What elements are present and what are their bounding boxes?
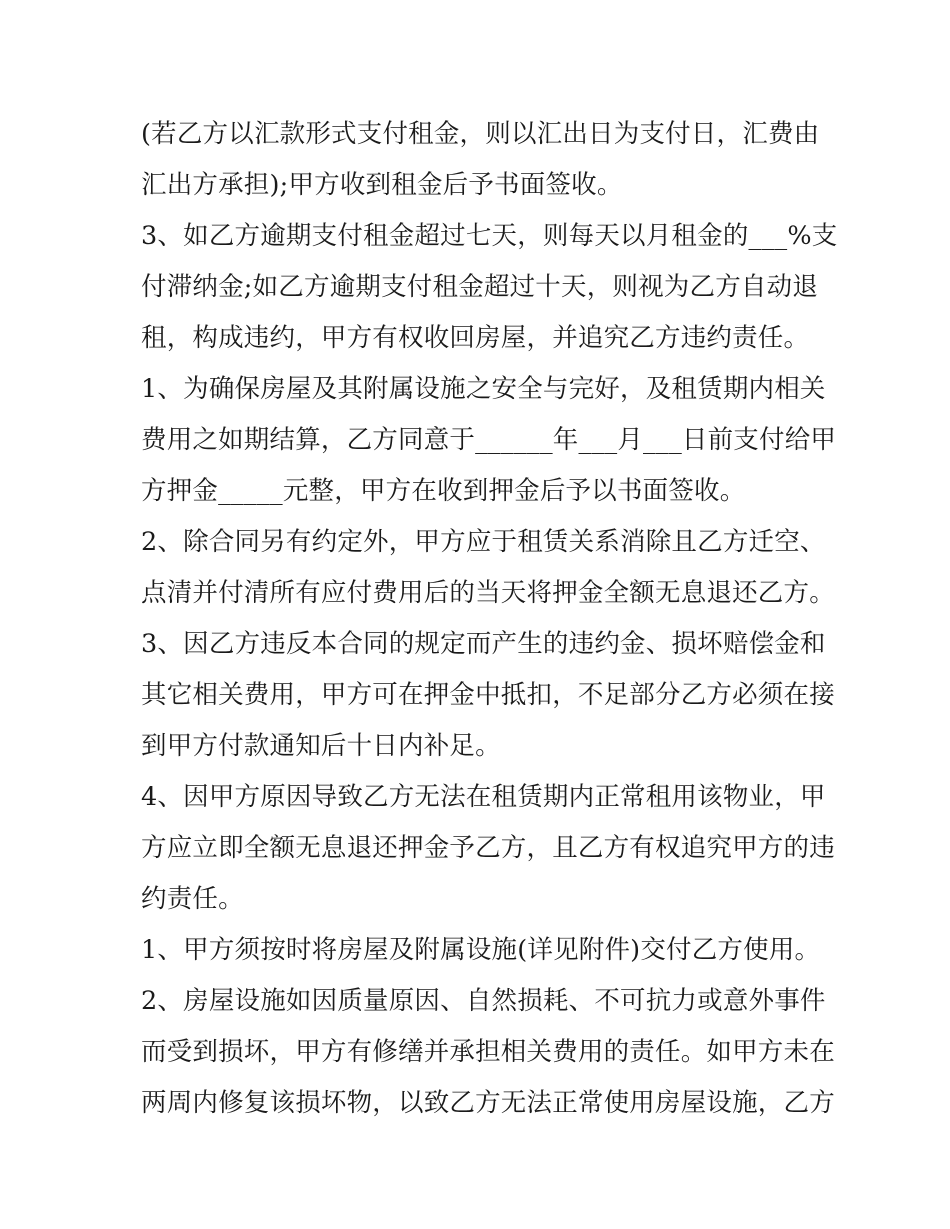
text-line: (若乙方以汇款形式支付租金，则以汇出日为支付日，汇费由: [141, 119, 820, 149]
text-line: 方应立即全额无息退还押金予乙方，且乙方有权追究甲方的违: [141, 833, 835, 863]
text-line: 其它相关费用，甲方可在押金中抵扣，不足部分乙方必须在接: [141, 680, 835, 710]
text-line: 汇出方承担);甲方收到租金后予书面签收。: [141, 170, 623, 200]
text-line: 1、甲方须按时将房屋及附属设施(详见附件)交付乙方使用。: [141, 935, 821, 965]
text-line: 付滞纳金;如乙方逾期支付租金超过十天，则视为乙方自动退: [141, 272, 818, 302]
text-line: 约责任。: [141, 884, 244, 914]
text-line: 租，构成违约，甲方有权收回房屋，并追究乙方违约责任。: [141, 323, 810, 353]
text-line: 到甲方付款通知后十日内补足。: [141, 731, 501, 761]
text-line: 3、因乙方违反本合同的规定而产生的违约金、损坏赔偿金和: [141, 629, 826, 659]
text-line: 1、为确保房屋及其附属设施之安全与完好，及租赁期内相关: [141, 374, 826, 404]
text-line: 方押金_____元整，甲方在收到押金后予以书面签收。: [141, 476, 746, 506]
text-line: 2、房屋设施如因质量原因、自然损耗、不可抗力或意外事件: [141, 986, 826, 1016]
text-line: 费用之如期结算，乙方同意于______年___月___日前支付给甲: [141, 425, 837, 455]
text-line: 4、因甲方原因导致乙方无法在租赁期内正常租用该物业，甲: [141, 782, 826, 812]
document-body: [141, 109, 838, 1129]
text-line: 点清并付清所有应付费用后的当天将押金全额无息退还乙方。: [141, 578, 835, 608]
text-line: 而受到损坏，甲方有修缮并承担相关费用的责任。如甲方未在: [141, 1037, 835, 1067]
text-line: 2、除合同另有约定外，甲方应于租赁关系消除且乙方迁空、: [141, 527, 826, 557]
text-line: 3、如乙方逾期支付租金超过七天，则每天以月租金的___%支: [141, 221, 838, 251]
text-line: 两周内修复该损坏物，以致乙方无法正常使用房屋设施，乙方: [141, 1088, 835, 1118]
